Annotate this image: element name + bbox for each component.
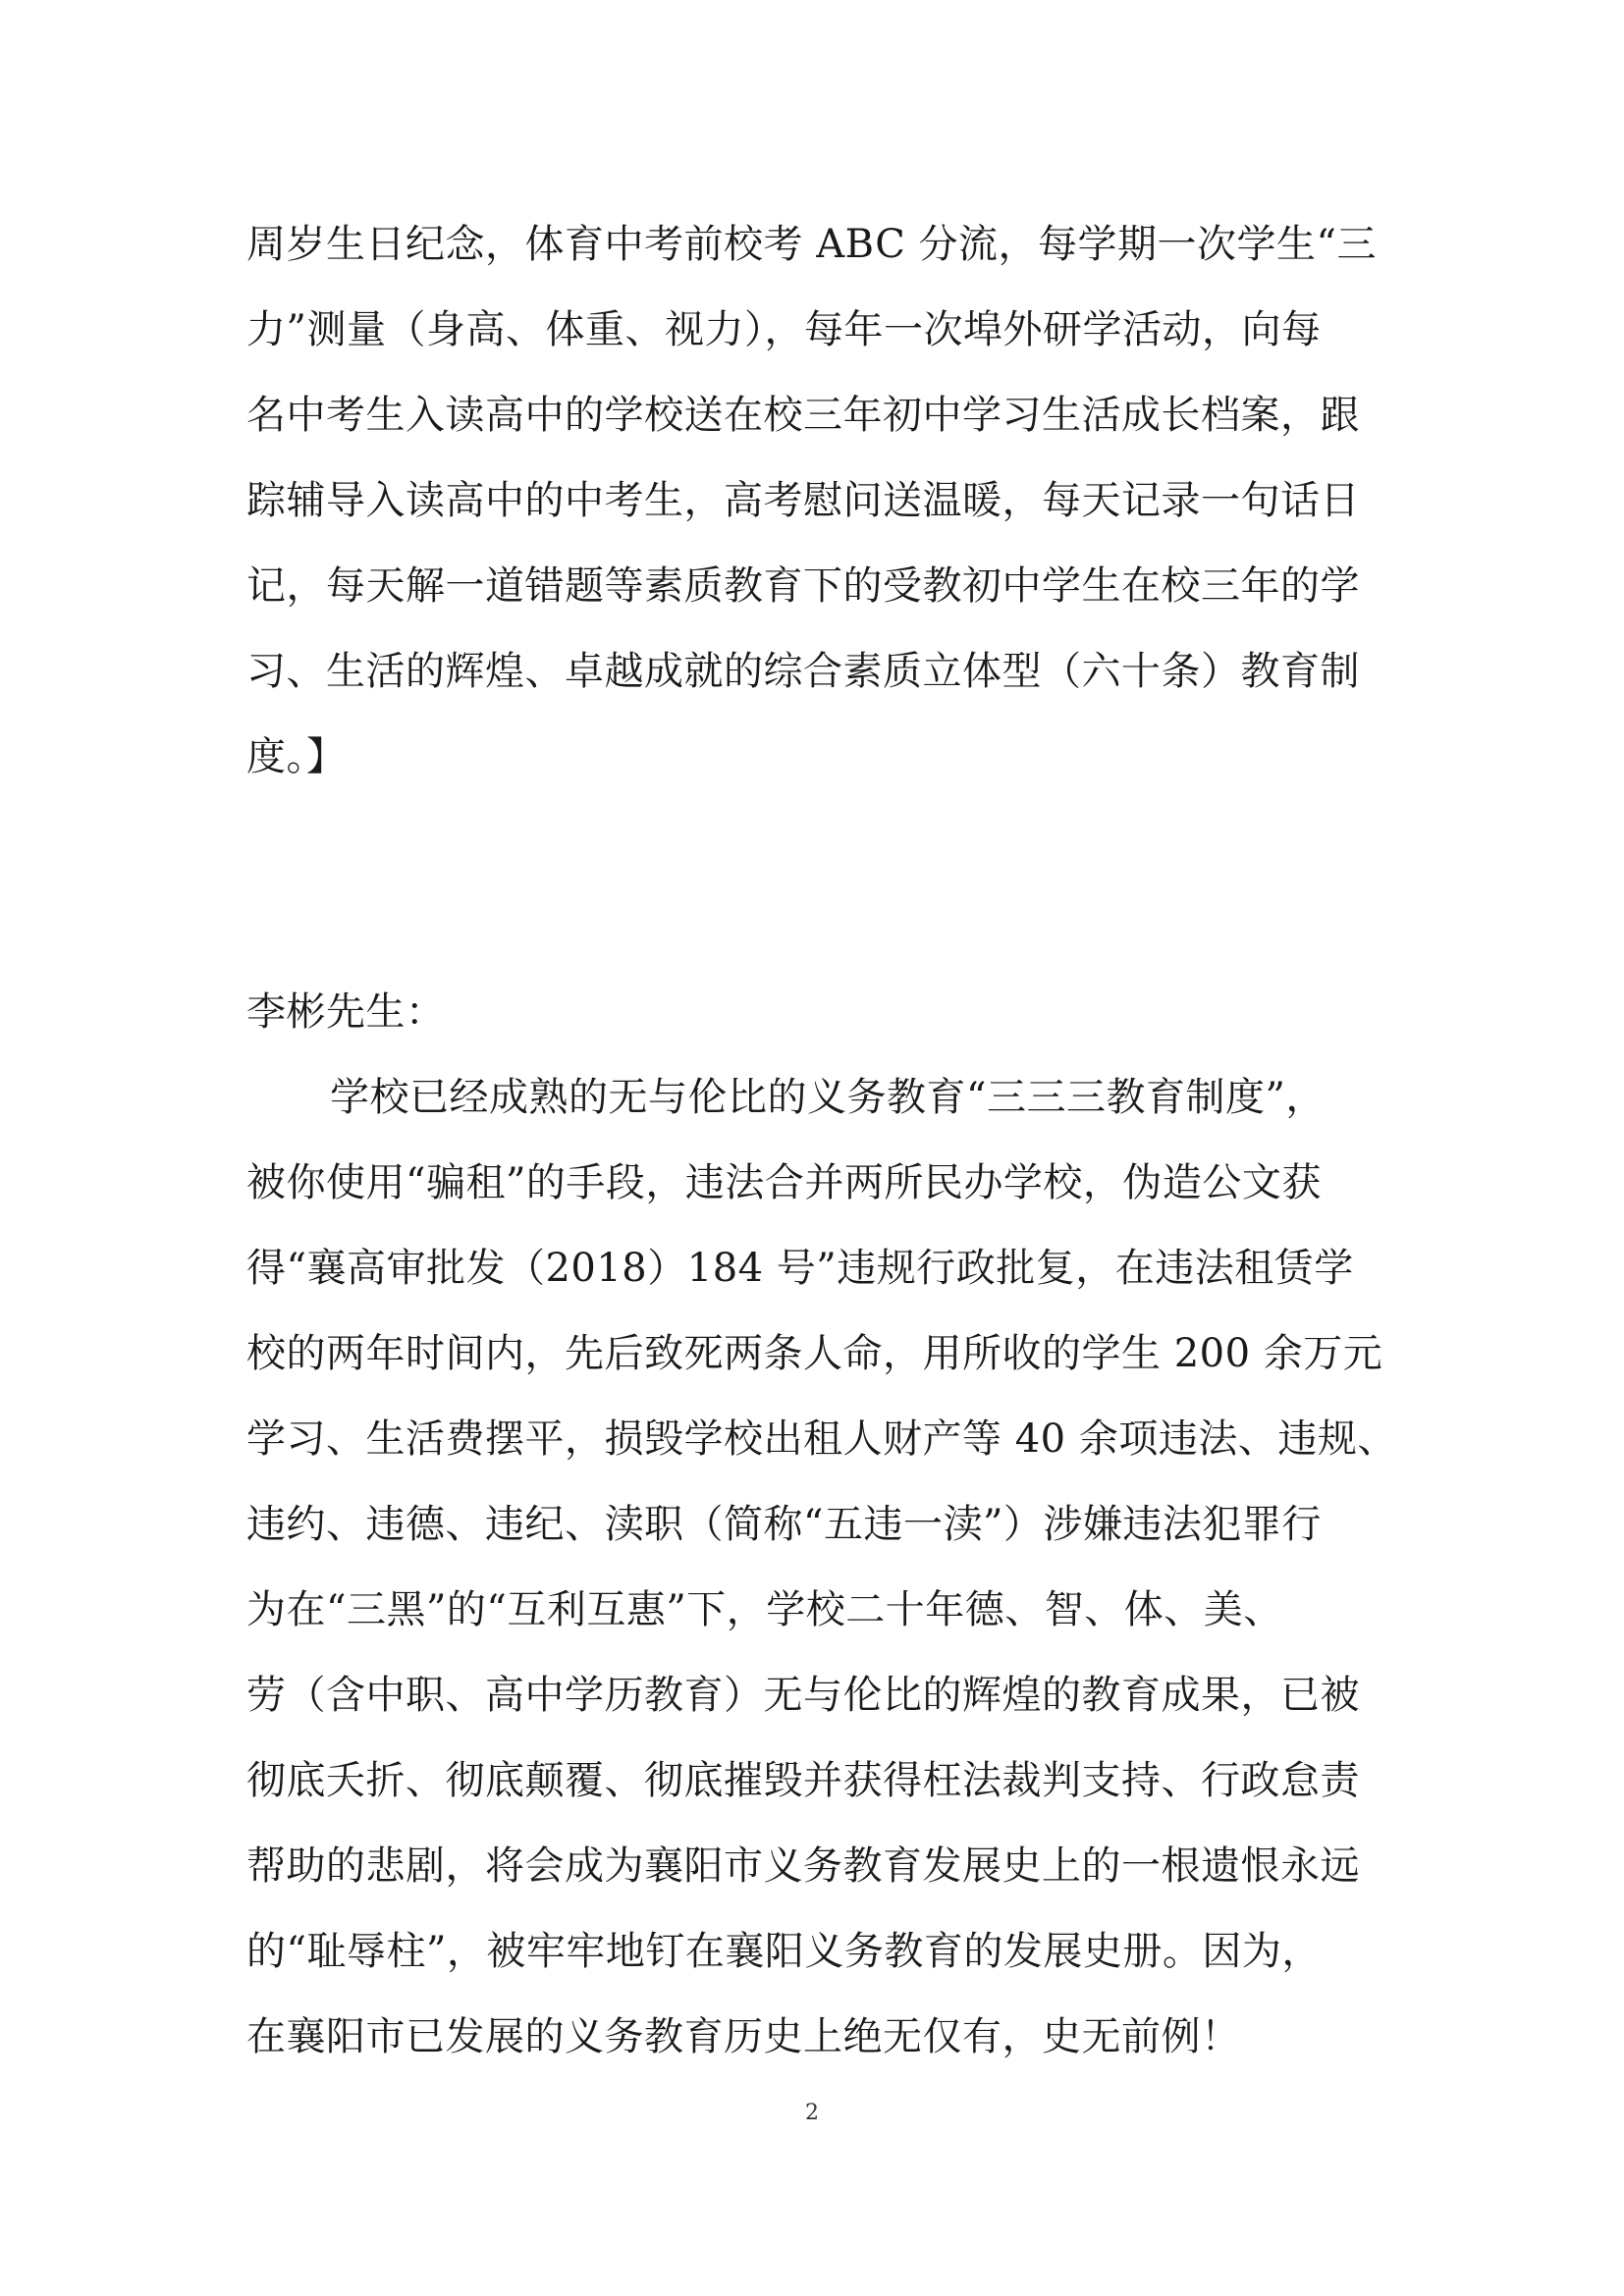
- body-line-11: 的“耻辱柱”，被牢牢地钉在襄阳义务教育的发展史册。因为，: [246, 1929, 1322, 1974]
- page-number: 2: [805, 2101, 819, 2125]
- body-line-10: 帮助的悲剧，将会成为襄阳市义务教育发展史上的一根遗恨永远: [246, 1843, 1360, 1889]
- body-line-4: 校的两年时间内，先后致死两条人命，用所收的学生 200 余万元: [246, 1331, 1383, 1376]
- body-line-9: 彻底夭折、彻底颠覆、彻底摧毁并获得枉法裁判支持、行政怠责: [246, 1758, 1360, 1803]
- body-line-7: 为在“三黑”的“互利互惠”下，学校二十年德、智、体、美、: [246, 1587, 1283, 1632]
- continuation-line-2: 力”测量（身高、体重、视力），每年一次埠外研学活动，向每: [246, 307, 1322, 352]
- continuation-line-3: 名中考生入读高中的学校送在校三年初中学习生活成长档案，跟: [246, 393, 1360, 438]
- continuation-line-6: 习、生活的辉煌、卓越成就的综合素质立体型（六十条）教育制: [246, 649, 1360, 694]
- body-line-8: 劳（含中职、高中学历教育）无与伦比的辉煌的教育成果，已被: [246, 1673, 1360, 1718]
- body-line-3: 得“襄高审批发（2018）184 号”违规行政批复，在违法租赁学: [246, 1246, 1354, 1291]
- body-line-6: 违约、违德、违纪、渎职（简称“五违一渎”）涉嫌违法犯罪行: [246, 1502, 1322, 1547]
- body-line-12: 在襄阳市已发展的义务教育历史上绝无仅有，史无前例！: [246, 2014, 1241, 2059]
- body-line-5: 学习、生活费摆平，损毁学校出租人财产等 40 余项违法、违规、: [246, 1416, 1397, 1462]
- body-line-1: 学校已经成熟的无与伦比的义务教育“三三三教育制度”，: [330, 1075, 1326, 1120]
- body-line-2: 被你使用“骗租”的手段，违法合并两所民办学校，伪造公文获: [246, 1160, 1322, 1205]
- continuation-line-5: 记，每天解一道错题等素质教育下的受教初中学生在校三年的学: [246, 563, 1360, 609]
- salutation: 李彬先生：: [246, 989, 446, 1035]
- continuation-line-7: 度。】: [246, 734, 347, 779]
- continuation-line-4: 踪辅导入读高中的中考生，高考慰问送温暖，每天记录一句话日: [246, 478, 1360, 523]
- continuation-line-1: 周岁生日纪念，体育中考前校考 ABC 分流，每学期一次学生“三: [246, 222, 1378, 267]
